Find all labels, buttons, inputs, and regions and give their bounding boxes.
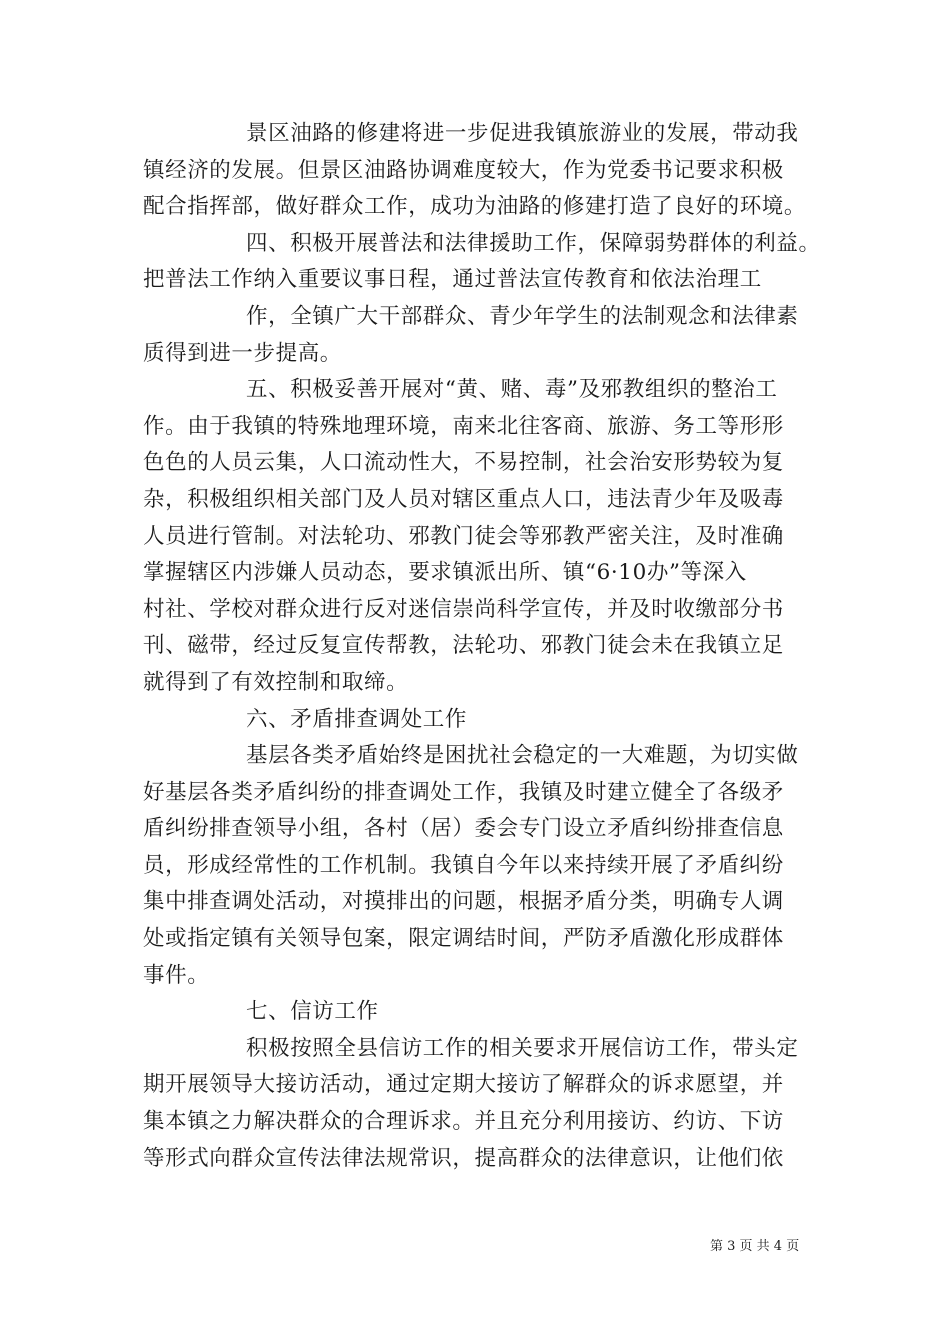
- text-line: 事件。: [143, 962, 210, 988]
- text-line: 质得到进一步提高。: [143, 340, 342, 366]
- text-line: 掌握辖区内涉嫌人员动态，要求镇派出所、镇“6·10办”等深入: [143, 560, 747, 586]
- section-heading-4: 四、积极开展普法和法律援助工作，保障弱势群体的利益。: [246, 230, 821, 256]
- text-line: 基层各类矛盾始终是困扰社会稳定的一大难题，为切实做: [246, 743, 799, 769]
- text-line: 员，形成经常性的工作机制。我镇自今年以来持续开展了矛盾纠纷: [143, 852, 784, 878]
- text-line: 人员进行管制。对法轮功、邪教门徒会等邪教严密关注，及时准确: [143, 523, 784, 549]
- text-line: 盾纠纷排查领导小组，各村（居）委会专门设立矛盾纠纷排查信息: [143, 816, 784, 842]
- document-body: [143, 116, 823, 1177]
- text-line: 好基层各类矛盾纠纷的排查调处工作，我镇及时建立健全了各级矛: [143, 779, 784, 805]
- text-line: 杂，积极组织相关部门及人员对辖区重点人口，违法青少年及吸毒: [143, 486, 784, 512]
- text-line: 把普法工作纳入重要议事日程，通过普法宣传教育和依法治理工: [143, 267, 762, 293]
- text-line: 村社、学校对群众进行反对迷信崇尚科学宣传，并及时收缴部分书: [143, 596, 784, 622]
- text-line: 处或指定镇有关领导包案，限定调结时间，严防矛盾激化形成群体: [143, 926, 784, 952]
- section-heading-5: 五、积极妥善开展对“黄、赌、毒”及邪教组织的整治工: [246, 377, 778, 403]
- section-heading-6: 六、矛盾排查调处工作: [246, 706, 468, 732]
- text-line: 景区油路的修建将进一步促进我镇旅游业的发展，带动我: [246, 121, 799, 146]
- page-number-footer: 第 3 页 共 4 页: [710, 1239, 800, 1254]
- text-line: 集中排查调处活动，对摸排出的问题，根据矛盾分类，明确专人调: [143, 889, 784, 915]
- text-line: 等形式向群众宣传法律法规常识，提高群众的法律意识，让他们依: [143, 1145, 784, 1171]
- text-line: 集本镇之力解决群众的合理诉求。并且充分利用接访、约访、下访: [143, 1109, 784, 1135]
- text-line: 就得到了有效控制和取缔。: [143, 669, 409, 695]
- text-line: 作，全镇广大干部群众、青少年学生的法制观念和法律素: [246, 303, 799, 329]
- text-line: 期开展领导大接访活动，通过定期大接访了解群众的诉求愿望，并: [143, 1072, 784, 1098]
- text-line: 刊、磁带，经过反复宣传帮教，法轮功、邪教门徒会未在我镇立足: [143, 633, 784, 659]
- text-line: 配合指挥部，做好群众工作，成功为油路的修建打造了良好的环境。: [143, 194, 807, 220]
- text-line: 镇经济的发展。但景区油路协调难度较大，作为党委书记要求积极: [143, 157, 784, 183]
- text-line: 积极按照全县信访工作的相关要求开展信访工作，带头定: [246, 1035, 799, 1061]
- text-line: 作。由于我镇的特殊地理环境，南来北往客商、旅游、务工等形形: [143, 413, 784, 439]
- section-heading-7: 七、信访工作: [246, 999, 379, 1025]
- text-line: 色色的人员云集，人口流动性大，不易控制，社会治安形势较为复: [143, 450, 784, 476]
